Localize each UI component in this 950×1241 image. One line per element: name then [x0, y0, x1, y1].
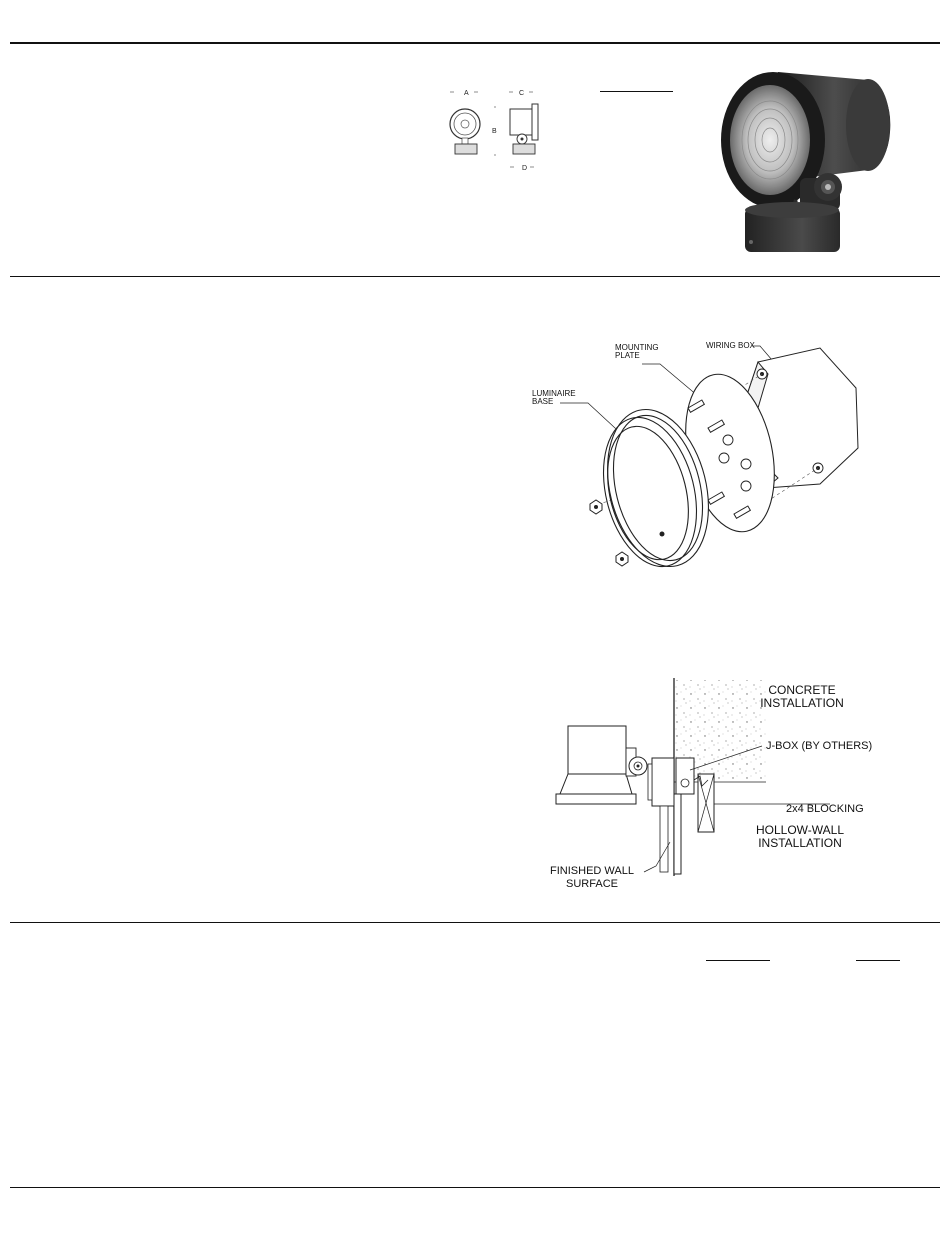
top-rule [10, 42, 940, 44]
concrete-installation-label: CONCRETE INSTALLATION [760, 683, 844, 710]
product-photo [718, 50, 898, 258]
installation-diagram [548, 676, 918, 894]
heading-underline-2 [706, 960, 770, 961]
section-divider-2 [10, 922, 940, 923]
dim-label-c: C [519, 90, 525, 97]
wiring-box-label: WIRING BOX [706, 341, 755, 350]
dim-label-d: D [522, 165, 528, 172]
section-divider-1 [10, 276, 940, 277]
heading-underline-3 [856, 960, 900, 961]
mounting-diagram [520, 328, 860, 580]
blocking-label: 2x4 BLOCKING [786, 803, 864, 815]
jbox-label: J-BOX (BY OTHERS) [766, 740, 873, 752]
finished-wall-label: FINISHED WALL SURFACE [550, 865, 634, 890]
dim-label-a: A [464, 90, 469, 97]
hollow-wall-label: HOLLOW-WALL INSTALLATION [755, 823, 845, 850]
mounting-plate-label: MOUNTING PLATE [615, 343, 659, 360]
dim-label-b: B [492, 128, 497, 135]
bottom-rule [10, 1187, 940, 1188]
luminaire-base-label: LUMINAIRE BASE [532, 389, 576, 406]
heading-underline-1 [600, 91, 673, 92]
dimension-diagram [440, 82, 550, 174]
